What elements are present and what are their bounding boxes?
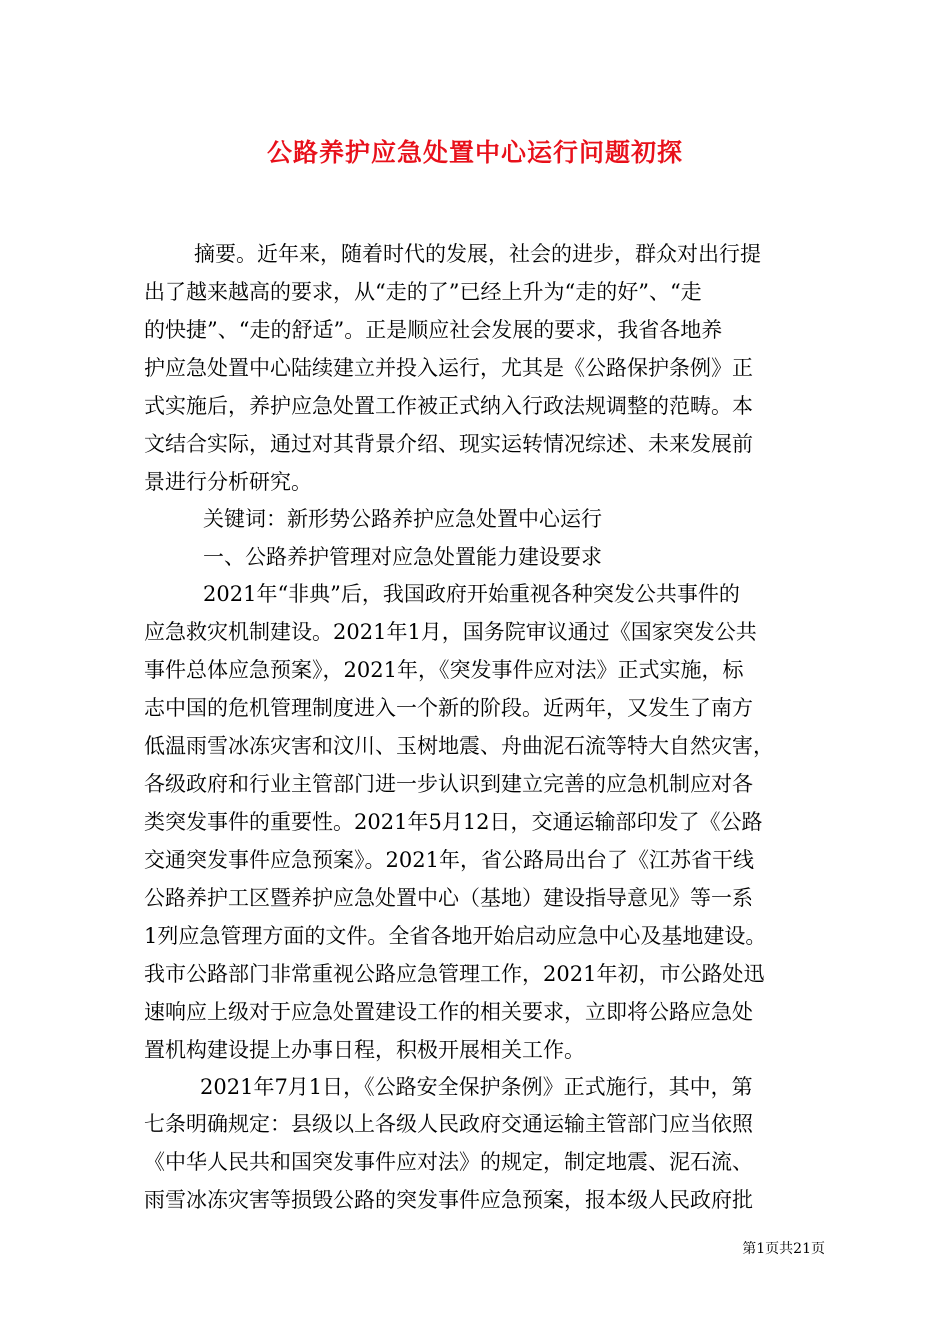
body-line: 1列应急管理方面的文件。全省各地开始启动应急中心及基地建设。 bbox=[144, 924, 767, 948]
body-line: 类突发事件的重要性。2021年5月12日，交通运输部印发了《公路 bbox=[144, 810, 763, 834]
body-line: 2021年7月1日，《公路安全保护条例》正式施行，其中，第 bbox=[200, 1075, 753, 1099]
body-line: 事件总体应急预案》，2021年，《突发事件应对法》正式实施，标 bbox=[144, 658, 744, 682]
body-line: 的快捷”、“走的舒适”。正是顺应社会发展的要求，我省各地养 bbox=[144, 318, 723, 342]
body-line: 应急救灾机制建设。2021年1月，国务院审议通过《国家突发公共 bbox=[144, 620, 757, 644]
document-title: 公路养护应急处置中心运行问题初探 bbox=[266, 138, 683, 167]
keywords-line: 关键词：新形势公路养护应急处置中心运行 bbox=[203, 507, 602, 531]
body-line: 2021年“非典”后，我国政府开始重视各种突发公共事件的 bbox=[203, 582, 740, 606]
body-line: 摘要。近年来，随着时代的发展，社会的进步，群众对出行提 bbox=[194, 242, 761, 266]
body-line: 低温雨雪冰冻灾害和汶川、玉树地震、舟曲泥石流等特大自然灾害， bbox=[144, 734, 774, 758]
body-line: 置机构建设提上办事日程，积极开展相关工作。 bbox=[144, 1038, 585, 1062]
body-line: 七条明确规定：县级以上各级人民政府交通运输主管部门应当依照 bbox=[144, 1112, 753, 1136]
body-line: 速响应上级对于应急处置建设工作的相关要求，立即将公路应急处 bbox=[144, 1000, 753, 1024]
body-line: 我市公路部门非常重视公路应急管理工作，2021年初，市公路处迅 bbox=[144, 962, 765, 986]
body-line: 雨雪冰冻灾害等损毁公路的突发事件应急预案，报本级人民政府批 bbox=[144, 1188, 753, 1212]
body-line: 《中华人民共和国突发事件应对法》的规定，制定地震、泥石流、 bbox=[144, 1150, 753, 1174]
body-line: 出了越来越高的要求，从“走的了”已经上升为“走的好”、“走 bbox=[144, 280, 702, 304]
body-line: 各级政府和行业主管部门进一步认识到建立完善的应急机制应对各 bbox=[144, 772, 753, 796]
body-line: 景进行分析研究。 bbox=[144, 470, 312, 494]
section-heading: 一、公路养护管理对应急处置能力建设要求 bbox=[203, 545, 602, 569]
body-line: 公路养护工区暨养护应急处置中心（基地）建设指导意见》等一系 bbox=[144, 886, 753, 910]
body-line: 文结合实际，通过对其背景介绍、现实运转情况综述、未来发展前 bbox=[144, 432, 753, 456]
body-line: 式实施后，养护应急处置工作被正式纳入行政法规调整的范畴。本 bbox=[144, 394, 753, 418]
body-line: 交通突发事件应急预案》。2021年，省公路局出台了《江苏省干线 bbox=[144, 848, 754, 872]
page-number: 第1页共21页 bbox=[742, 1241, 825, 1257]
body-line: 志中国的危机管理制度进入一个新的阶段。近两年，又发生了南方 bbox=[144, 696, 753, 720]
body-line: 护应急处置中心陆续建立并投入运行，尤其是《公路保护条例》正 bbox=[144, 356, 753, 380]
